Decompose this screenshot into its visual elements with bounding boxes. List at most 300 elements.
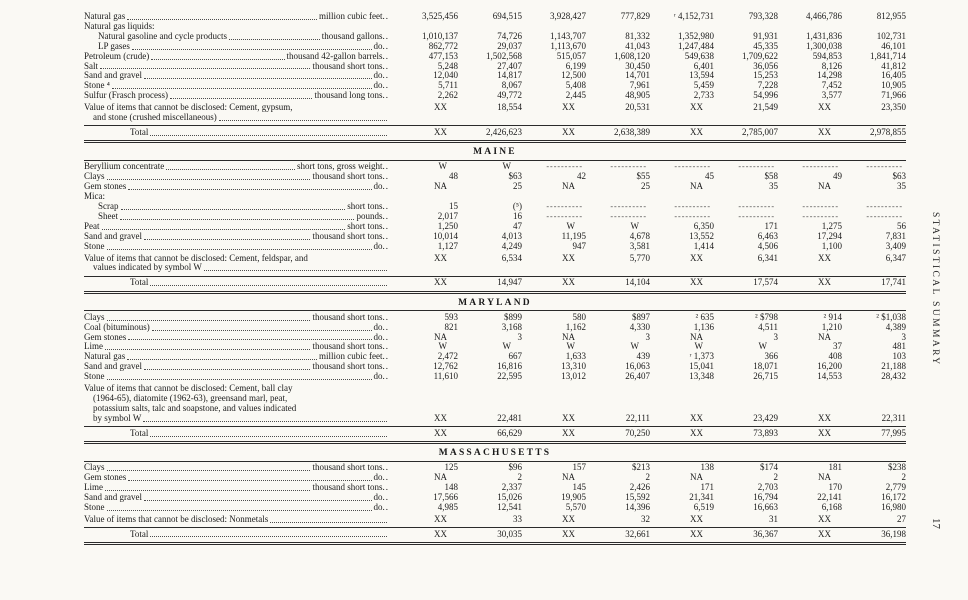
dot-leader bbox=[107, 379, 372, 380]
value-cell: 22,311 bbox=[881, 412, 906, 423]
disclosure-note-row bbox=[84, 254, 906, 274]
value-cell: 16,405 bbox=[881, 70, 906, 81]
table-row bbox=[84, 12, 906, 22]
value-cell: 42 bbox=[577, 171, 586, 182]
value-cell: 2 bbox=[901, 472, 906, 483]
value-cell: ---------- bbox=[546, 211, 583, 221]
row-unit: do .. bbox=[374, 71, 390, 81]
value-cell: $897 bbox=[632, 311, 650, 322]
value-cell: 91,931 bbox=[753, 30, 778, 41]
value-cell: 17,294 bbox=[817, 230, 842, 241]
dot-leader bbox=[229, 39, 320, 40]
value-cell: 3,409 bbox=[885, 240, 906, 251]
value-cell: 10,014 bbox=[433, 230, 458, 241]
value-cell: XX bbox=[690, 126, 703, 137]
row-unit: thousand short tons .. bbox=[312, 232, 389, 242]
dot-leader bbox=[107, 510, 372, 511]
value-cell: 12,500 bbox=[561, 70, 586, 81]
value-cell: NA bbox=[562, 181, 575, 192]
value-cell: 2,337 bbox=[501, 481, 522, 492]
row-stub bbox=[84, 242, 394, 252]
value-cell: 23,429 bbox=[753, 412, 778, 423]
table-row bbox=[84, 91, 906, 101]
value-cell: ---------- bbox=[610, 162, 647, 172]
value-cell: 21,549 bbox=[753, 102, 778, 113]
row-stub bbox=[84, 71, 394, 81]
row-label: Coal (bituminous) bbox=[84, 321, 150, 332]
value-cell: W bbox=[438, 161, 447, 172]
value-cell: 4,466,786 bbox=[806, 11, 842, 21]
value-cell: 1,275 bbox=[821, 220, 842, 231]
row-label: Gem stones bbox=[84, 472, 127, 483]
value-cell: 3,168 bbox=[501, 321, 522, 332]
dot-leader bbox=[127, 359, 317, 360]
disclosure-note-row bbox=[84, 103, 906, 123]
value-cell: 1,414 bbox=[693, 240, 714, 251]
value-cell: 13,012 bbox=[561, 371, 586, 382]
value-cell: 2,426 bbox=[629, 481, 650, 492]
value-cell: 3 bbox=[645, 331, 650, 342]
value-cell: 3 bbox=[773, 331, 778, 342]
row-label: Gem stones bbox=[84, 331, 127, 342]
value-cell: 46,101 bbox=[881, 40, 906, 51]
value-cell: 793,328 bbox=[748, 11, 778, 21]
value-cell: XX bbox=[690, 102, 703, 113]
row-label: Scrap bbox=[98, 201, 119, 211]
value-cell: 4,389 bbox=[885, 321, 906, 332]
row-unit: do .. bbox=[374, 493, 390, 503]
row-stub bbox=[84, 32, 394, 42]
value-cell: ʳ 1,373 bbox=[689, 351, 714, 362]
value-cell: $55 bbox=[636, 171, 650, 182]
section-end-rule bbox=[84, 140, 906, 143]
row-unit: do .. bbox=[374, 473, 390, 483]
value-cell: 812,955 bbox=[876, 11, 906, 21]
value-cell: 439 bbox=[636, 351, 650, 362]
note-line bbox=[84, 263, 389, 273]
table-row bbox=[84, 232, 906, 242]
row-stub bbox=[84, 91, 394, 101]
value-cell: 49,772 bbox=[497, 90, 522, 101]
value-cell: 2,785,007 bbox=[742, 126, 778, 137]
value-cell: XX bbox=[690, 427, 703, 438]
value-cell: XX bbox=[562, 513, 575, 524]
row-stub bbox=[84, 192, 906, 202]
note-line: Value of items that cannot be disclosed: Cement, gypsum, bbox=[84, 102, 293, 113]
value-cell: 1,300,038 bbox=[806, 40, 842, 51]
value-cell: NA bbox=[690, 331, 703, 342]
value-cell: 1,250 bbox=[437, 220, 458, 231]
value-cell: NA bbox=[690, 472, 703, 483]
dot-leader bbox=[105, 349, 310, 350]
value-cell: 594,853 bbox=[812, 50, 842, 61]
value-cell: W bbox=[502, 341, 511, 352]
value-cell: 7,228 bbox=[757, 80, 778, 91]
value-cell: 694,515 bbox=[492, 11, 522, 21]
page-number: 17 bbox=[930, 518, 942, 529]
dot-leader bbox=[166, 169, 295, 170]
value-cell: 821 bbox=[444, 321, 458, 332]
value-cell: 17,574 bbox=[753, 277, 778, 288]
value-cell: 7,831 bbox=[885, 230, 906, 241]
row-stub bbox=[84, 493, 394, 503]
value-cell: 3,581 bbox=[629, 240, 650, 251]
row-label: Petroleum (crude) bbox=[84, 50, 150, 61]
row-label: Lime bbox=[84, 481, 103, 492]
value-cell: 14,298 bbox=[817, 70, 842, 81]
row-label: Stone bbox=[84, 371, 105, 382]
value-cell: ---------- bbox=[674, 211, 711, 221]
value-cell: 481 bbox=[892, 341, 906, 352]
value-cell: 6,519 bbox=[693, 501, 714, 512]
total-label: Total bbox=[130, 126, 149, 137]
row-label: Sulfur (Frasch process) bbox=[84, 90, 168, 101]
row-unit: do .. bbox=[374, 503, 390, 513]
value-cell: 3,525,456 bbox=[422, 11, 458, 21]
value-cell: 103 bbox=[892, 351, 906, 362]
value-cell: 49 bbox=[833, 171, 842, 182]
table-row bbox=[84, 483, 906, 493]
disclosure-note-row bbox=[84, 384, 906, 424]
value-cell: 17,566 bbox=[433, 491, 458, 502]
row-stub bbox=[84, 463, 394, 473]
row-stub bbox=[84, 278, 394, 288]
table-row bbox=[84, 242, 906, 252]
value-cell: XX bbox=[818, 252, 831, 263]
value-cell: 16,816 bbox=[497, 361, 522, 372]
row-unit: thousand short tons .. bbox=[312, 342, 389, 352]
table-row bbox=[84, 493, 906, 503]
value-cell: 2,733 bbox=[693, 90, 714, 101]
value-cell: 2,978,855 bbox=[870, 126, 906, 137]
row-stub bbox=[84, 232, 394, 242]
value-cell: 22,595 bbox=[497, 371, 522, 382]
dot-leader bbox=[128, 189, 371, 190]
value-cell: 30,450 bbox=[625, 60, 650, 71]
value-cell: 15,253 bbox=[753, 70, 778, 81]
note-line: Value of items that cannot be disclosed: Cement, ball clay bbox=[84, 383, 293, 394]
dot-leader bbox=[107, 249, 372, 250]
value-cell: 10,905 bbox=[881, 80, 906, 91]
dot-leader bbox=[128, 480, 371, 481]
total-label: Total bbox=[130, 427, 149, 438]
section-end-rule bbox=[84, 291, 906, 294]
value-cell: ---------- bbox=[674, 202, 711, 211]
table-row bbox=[84, 463, 906, 473]
value-cell: 5,770 bbox=[629, 252, 650, 263]
dot-leader bbox=[128, 339, 371, 340]
value-cell: 2,017 bbox=[437, 210, 458, 221]
row-label: Clays bbox=[84, 462, 105, 473]
table-row bbox=[84, 212, 906, 222]
value-cell: 11,195 bbox=[561, 230, 586, 241]
value-cell: 16 bbox=[513, 210, 522, 221]
value-cell: 2,638,389 bbox=[614, 126, 650, 137]
value-cell: ʳ 4,152,731 bbox=[673, 11, 714, 21]
value-cell: 4,678 bbox=[629, 230, 650, 241]
value-cell: 2,445 bbox=[565, 90, 586, 101]
value-cell: 181 bbox=[828, 462, 842, 473]
row-stub bbox=[84, 172, 394, 182]
dot-leader bbox=[105, 490, 310, 491]
value-cell: 1,608,120 bbox=[614, 50, 650, 61]
value-cell: 6,350 bbox=[693, 220, 714, 231]
row-unit: do .. bbox=[374, 81, 390, 91]
row-unit: pounds .. bbox=[356, 212, 389, 222]
row-unit: do .. bbox=[374, 182, 390, 192]
row-unit: do .. bbox=[374, 242, 390, 252]
table-row bbox=[84, 62, 906, 72]
value-cell: 3 bbox=[901, 331, 906, 342]
value-cell: 45,335 bbox=[753, 40, 778, 51]
value-cell: ---------- bbox=[866, 202, 903, 211]
table-row bbox=[84, 352, 906, 362]
row-label: Sand and gravel bbox=[84, 491, 142, 502]
value-cell: XX bbox=[562, 427, 575, 438]
total-row bbox=[84, 278, 906, 288]
dot-leader bbox=[120, 219, 354, 220]
dot-leader bbox=[270, 522, 387, 523]
note-stub bbox=[84, 384, 394, 424]
dot-leader bbox=[132, 49, 372, 50]
value-cell: XX bbox=[562, 528, 575, 539]
value-cell: 477,153 bbox=[428, 50, 458, 61]
value-cell: 1,841,714 bbox=[870, 50, 906, 61]
value-cell: 1,113,670 bbox=[550, 40, 586, 51]
row-stub bbox=[84, 429, 394, 439]
value-cell: 25 bbox=[513, 181, 522, 192]
value-cell: 16,172 bbox=[881, 491, 906, 502]
table-subheader-row bbox=[84, 192, 906, 202]
value-cell: 1,136 bbox=[693, 321, 714, 332]
value-cell: 73,893 bbox=[753, 427, 778, 438]
value-cell: 12,040 bbox=[433, 70, 458, 81]
dot-leader bbox=[144, 78, 372, 79]
row-unit: million cubic feet .. bbox=[319, 12, 389, 22]
value-cell: 145 bbox=[572, 481, 586, 492]
value-cell: XX bbox=[818, 277, 831, 288]
value-cell: NA bbox=[690, 181, 703, 192]
value-cell: 16,063 bbox=[625, 361, 650, 372]
value-cell: 27 bbox=[897, 513, 906, 524]
value-cell: 30,035 bbox=[497, 528, 522, 539]
row-label: Salt bbox=[84, 60, 99, 71]
row-label: Sheet bbox=[98, 210, 118, 221]
value-cell: 947 bbox=[572, 240, 586, 251]
value-cell: XX bbox=[818, 427, 831, 438]
value-cell: ² 914 bbox=[823, 311, 842, 322]
value-cell: 66,629 bbox=[497, 427, 522, 438]
row-label: Sand and gravel bbox=[84, 70, 142, 81]
value-cell: 36,198 bbox=[881, 528, 906, 539]
value-cell: 408 bbox=[828, 351, 842, 362]
note-text: by symbol W bbox=[93, 412, 142, 423]
note-text: Value of items that cannot be disclosed: Nonmetals bbox=[84, 513, 269, 524]
value-cell: 6,401 bbox=[693, 60, 714, 71]
section-rule bbox=[84, 160, 906, 161]
table-row bbox=[84, 362, 906, 372]
dot-leader bbox=[152, 330, 372, 331]
value-cell: NA bbox=[562, 331, 575, 342]
value-cell: 1,143,707 bbox=[550, 30, 586, 41]
value-cell: $174 bbox=[760, 462, 778, 473]
dot-leader bbox=[102, 229, 346, 230]
row-label: Sand and gravel bbox=[84, 361, 142, 372]
value-cell: 11,610 bbox=[433, 371, 458, 382]
value-cell: XX bbox=[434, 126, 447, 137]
value-cell: 26,407 bbox=[625, 371, 650, 382]
value-cell: 549,638 bbox=[684, 50, 714, 61]
dot-leader bbox=[150, 536, 387, 537]
value-cell: 12,762 bbox=[433, 361, 458, 372]
value-cell: 7,961 bbox=[629, 80, 650, 91]
dot-leader bbox=[151, 59, 284, 60]
value-cell: 171 bbox=[700, 481, 714, 492]
value-cell: 18,554 bbox=[497, 102, 522, 113]
value-cell: 5,711 bbox=[438, 80, 458, 91]
value-cell: 77,995 bbox=[881, 427, 906, 438]
section-end-rule bbox=[84, 542, 906, 545]
table-row bbox=[84, 333, 906, 343]
value-cell: 777,829 bbox=[620, 11, 650, 21]
value-cell: ---------- bbox=[738, 162, 775, 172]
row-stub bbox=[84, 128, 394, 138]
value-cell: XX bbox=[434, 513, 447, 524]
value-cell: 2,779 bbox=[885, 481, 906, 492]
row-label: Natural gas bbox=[84, 11, 126, 21]
dot-leader bbox=[107, 470, 311, 471]
row-unit: million cubic feet .. bbox=[319, 352, 389, 362]
note-stub bbox=[84, 103, 394, 123]
value-cell: XX bbox=[818, 412, 831, 423]
value-cell: 36,367 bbox=[753, 528, 778, 539]
section-rule bbox=[84, 461, 906, 462]
value-cell: XX bbox=[434, 277, 447, 288]
value-cell: 22,141 bbox=[817, 491, 842, 502]
table-row bbox=[84, 162, 906, 172]
value-cell: 6,168 bbox=[821, 501, 842, 512]
value-cell: 36,056 bbox=[753, 60, 778, 71]
row-unit: thousand 42-gallon barrels .. bbox=[287, 52, 389, 62]
dot-leader bbox=[219, 120, 387, 121]
value-cell: $96 bbox=[508, 462, 522, 473]
total-row bbox=[84, 128, 906, 138]
dot-leader bbox=[144, 239, 311, 240]
value-cell: 29,037 bbox=[497, 40, 522, 51]
value-cell: ---------- bbox=[866, 162, 903, 172]
value-cell: 37 bbox=[833, 341, 842, 352]
value-cell: $63 bbox=[508, 171, 522, 182]
value-cell: NA bbox=[434, 472, 447, 483]
row-stub bbox=[84, 362, 394, 372]
value-cell: 14,701 bbox=[625, 70, 650, 81]
value-cell: ² 635 bbox=[695, 311, 714, 322]
value-cell: 81,332 bbox=[625, 30, 650, 41]
value-cell: XX bbox=[818, 126, 831, 137]
value-cell: 1,247,484 bbox=[678, 40, 714, 51]
value-cell: 1,502,568 bbox=[486, 50, 522, 61]
value-cell: 31 bbox=[769, 513, 778, 524]
value-cell: NA bbox=[818, 472, 831, 483]
note-text: and stone (crushed miscellaneous) bbox=[93, 112, 217, 123]
value-cell: (⁵) bbox=[512, 201, 522, 211]
value-cell: W bbox=[566, 341, 575, 352]
mineral-production-table bbox=[84, 12, 906, 546]
value-cell: 13,552 bbox=[689, 230, 714, 241]
value-cell: 1,633 bbox=[565, 351, 586, 362]
value-cell: 4,249 bbox=[501, 240, 522, 251]
note-text: values indicated by symbol W bbox=[93, 262, 202, 273]
value-cell: 148 bbox=[444, 481, 458, 492]
value-cell: $899 bbox=[504, 311, 522, 322]
total-rule bbox=[84, 527, 906, 528]
table-row bbox=[84, 172, 906, 182]
value-cell: ---------- bbox=[738, 202, 775, 211]
row-label: Natural gasoline and cycle products bbox=[98, 30, 227, 41]
row-label: Sand and gravel bbox=[84, 230, 142, 241]
value-cell: W bbox=[438, 341, 447, 352]
value-cell: 3,577 bbox=[821, 90, 842, 101]
value-cell: ---------- bbox=[610, 202, 647, 211]
row-label: Mica: bbox=[84, 191, 105, 202]
value-cell: 4,330 bbox=[629, 321, 650, 332]
section-title: MAINE bbox=[473, 147, 517, 158]
row-unit: do .. bbox=[374, 323, 390, 333]
value-cell: 580 bbox=[572, 311, 586, 322]
dot-leader bbox=[121, 209, 346, 210]
value-cell: 48 bbox=[449, 171, 458, 182]
disclosure-note-row bbox=[84, 515, 906, 525]
value-cell: 138 bbox=[700, 462, 714, 473]
value-cell: $58 bbox=[764, 171, 778, 182]
value-cell: XX bbox=[690, 412, 703, 423]
value-cell: W bbox=[630, 220, 639, 231]
value-cell: 593 bbox=[444, 311, 458, 322]
row-unit: thousand gallons .. bbox=[322, 32, 389, 42]
value-cell: 35 bbox=[897, 181, 906, 192]
row-label: LP gases bbox=[98, 40, 130, 51]
value-cell: ---------- bbox=[866, 211, 903, 221]
value-cell: 2,472 bbox=[437, 351, 458, 362]
row-stub bbox=[84, 323, 394, 333]
value-cell: 5,408 bbox=[565, 80, 586, 91]
value-cell: 1,709,622 bbox=[742, 50, 778, 61]
value-cell: ² $798 bbox=[755, 311, 778, 322]
value-cell: XX bbox=[562, 277, 575, 288]
table-row bbox=[84, 182, 906, 192]
row-unit: do .. bbox=[374, 372, 390, 382]
value-cell: 6,534 bbox=[501, 252, 522, 263]
value-cell: 21,341 bbox=[689, 491, 714, 502]
note-line bbox=[84, 515, 389, 525]
row-label: Natural gas liquids: bbox=[84, 20, 155, 31]
table-row bbox=[84, 372, 906, 382]
section-rule bbox=[84, 310, 906, 311]
row-unit: do .. bbox=[374, 333, 390, 343]
value-cell: 18,071 bbox=[753, 361, 778, 372]
dot-leader bbox=[144, 500, 372, 501]
value-cell: XX bbox=[434, 427, 447, 438]
value-cell: NA bbox=[562, 472, 575, 483]
value-cell: 6,463 bbox=[757, 230, 778, 241]
value-cell: 15,026 bbox=[497, 491, 522, 502]
section-title: MASSACHUSETTS bbox=[438, 448, 552, 459]
value-cell: 157 bbox=[572, 462, 586, 473]
value-cell: ---------- bbox=[610, 211, 647, 221]
running-head-statistical-summary: STATISTICAL SUMMARY bbox=[930, 212, 940, 367]
value-cell: 3,928,427 bbox=[550, 11, 586, 21]
value-cell: ---------- bbox=[738, 211, 775, 221]
